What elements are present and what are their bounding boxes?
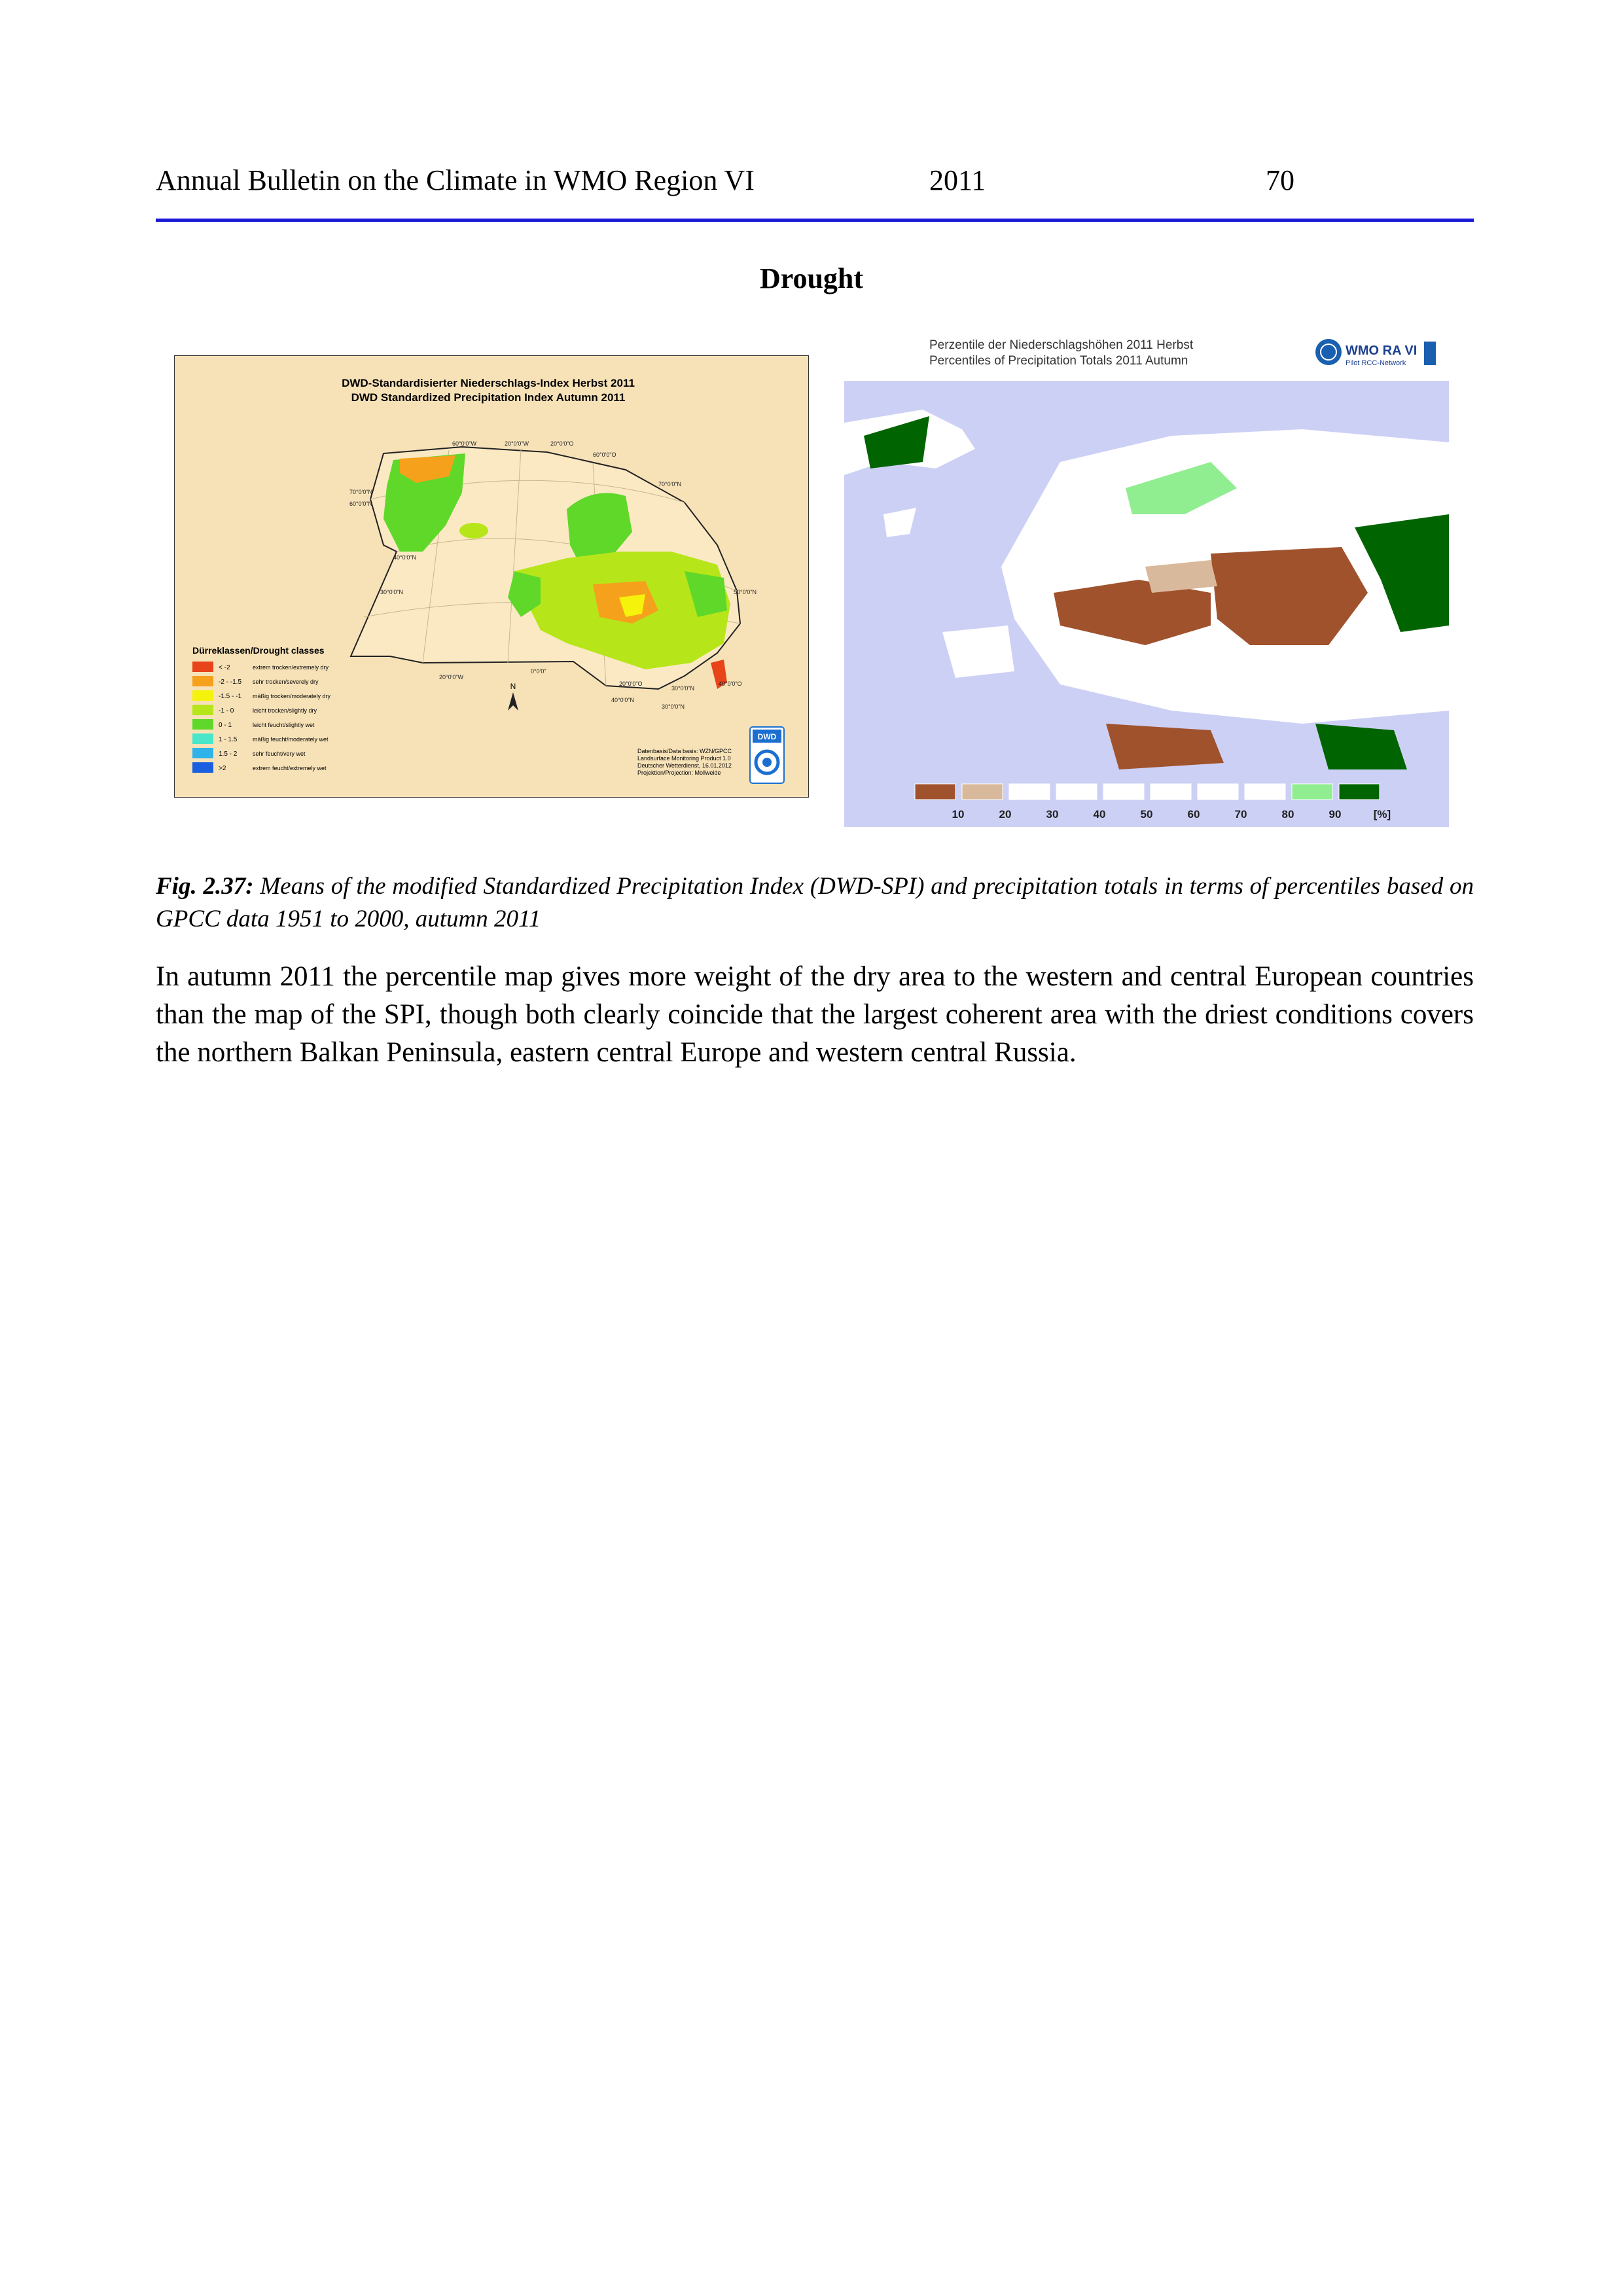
credit-line-0: Datenbasis/Data basis: WZN/GPCC	[637, 748, 732, 754]
page-number: 70	[1266, 164, 1294, 196]
legend-swatch-5	[192, 733, 213, 744]
legend-swatch-3	[192, 705, 213, 715]
bulletin-year: 2011	[929, 164, 986, 196]
grid-label-top-0: 60°0'0"W	[452, 440, 477, 447]
spi-map-figure	[174, 355, 809, 798]
body-paragraph: In autumn 2011 the percentile map gives more weight of the dry area to the western and central European countries than the map of the SPI, though both clearly coincide that the largest coherent area with the driest conditions covers the northern Balkan Peninsula, eastern central Europe and western central Russia.	[156, 961, 1474, 1068]
caption-text: Means of the modified Standardized Precipitation Index (DWD-SPI) and precipitation totals in terms of percentiles based on GPCC data 1951 to 2000, autumn 2011	[156, 873, 1474, 932]
scale-label-5: 60	[1187, 808, 1200, 821]
scale-label-6: 70	[1234, 808, 1247, 821]
scale-box-0	[915, 784, 955, 800]
grid-label-right-3: 30°0'0"N	[662, 703, 685, 710]
scale-label-2: 30	[1046, 808, 1059, 821]
grid-label-bottom-0: 20°0'0"W	[439, 674, 464, 680]
section-title: Drought	[759, 262, 864, 294]
wmo-logo-text: WMO RA VI	[1346, 344, 1418, 358]
legend-swatch-1	[192, 676, 213, 686]
legend-title: Dürreklassen/Drought classes	[192, 645, 325, 656]
legend-swatch-2	[192, 690, 213, 701]
legend-label-7: extrem feucht/extremely wet	[253, 765, 327, 771]
credit-line-1: Landsurface Monitoring Product 1.0	[637, 755, 731, 762]
scale-label-7: 80	[1281, 808, 1294, 821]
scale-box-7	[1245, 784, 1285, 800]
legend-range-7: >2	[219, 765, 226, 772]
legend-swatch-4	[192, 719, 213, 730]
grid-label-top-1: 20°0'0"W	[505, 440, 529, 447]
figure-caption	[156, 870, 1474, 936]
legend-label-4: leicht feucht/slightly wet	[253, 722, 315, 728]
credit-line-3: Projektion/Projection: Mollweide	[637, 769, 721, 776]
dwd-logo	[750, 727, 784, 783]
scale-box-5	[1150, 784, 1191, 800]
dwd-logo-text: DWD	[757, 732, 777, 741]
legend-range-0: < -2	[219, 664, 230, 671]
wmo-logo-sub: Pilot RCC-Network	[1346, 359, 1406, 367]
legend-range-5: 1 - 1.5	[219, 736, 238, 743]
legend-label-0: extrem trocken/extremely dry	[253, 664, 329, 671]
scale-box-4	[1103, 784, 1144, 800]
scale-box-3	[1056, 784, 1097, 800]
grid-label-bottom-1: 0°0'0"	[531, 668, 546, 675]
legend-label-2: mäßig trocken/moderately dry	[253, 693, 331, 699]
grid-label-left-2: 40°0'0"N	[393, 554, 417, 561]
legend-swatch-0	[192, 662, 213, 672]
legend-label-3: leicht trocken/slightly dry	[253, 707, 317, 714]
scale-label-0: 10	[952, 808, 965, 821]
north-label: N	[510, 682, 516, 691]
legend-range-2: -1.5 - -1	[219, 693, 242, 700]
legend-label-5: mäßig feucht/moderately wet	[253, 736, 329, 743]
legend-swatch-7	[192, 762, 213, 773]
legend-swatch-6	[192, 748, 213, 758]
legend-range-4: 0 - 1	[219, 722, 232, 729]
scale-label-4: 50	[1140, 808, 1153, 821]
legend-label-6: sehr feucht/very wet	[253, 751, 306, 757]
caption-label: Fig. 2.37:	[156, 873, 254, 900]
grid-label-bottom-3: 30°0'0"N	[671, 685, 695, 692]
scale-label-8: 90	[1329, 808, 1342, 821]
scale-box-1	[962, 784, 1003, 800]
grid-label-right-2: 40°0'0"N	[611, 697, 635, 703]
grid-label-right-1: 50°0'0"N	[734, 589, 757, 595]
header-rule	[156, 219, 1474, 222]
iceland-area	[459, 523, 488, 539]
legend-range-6: 1.5 - 2	[219, 751, 238, 758]
grid-label-top-3: 60°0'0"O	[593, 451, 616, 458]
grid-label-bottom-2: 20°0'0"O	[619, 680, 643, 687]
scale-box-8	[1292, 784, 1332, 800]
grid-label-right-0: 70°0'0"N	[658, 481, 682, 487]
scale-label-9: [%]	[1373, 808, 1391, 821]
legend-label-1: sehr trocken/severely dry	[253, 679, 319, 685]
legend-range-1: -2 - -1.5	[219, 679, 242, 686]
legend-range-3: -1 - 0	[219, 707, 234, 715]
percentile-map-figure	[844, 318, 1449, 827]
grid-label-left-1: 60°0'0"N	[349, 501, 373, 507]
bulletin-title: Annual Bulletin on the Climate in WMO Region VI	[156, 164, 755, 196]
grid-label-top-2: 20°0'0"O	[550, 440, 574, 447]
percentile-title-en: Percentiles of Precipitation Totals 2011 Autumn	[929, 354, 1188, 368]
grid-label-left-0: 70°0'0"N	[349, 489, 373, 495]
credit-line-2: Deutscher Wetterdienst, 16.01.2012	[637, 762, 732, 769]
grid-label-bottom-4: 40°0'0"O	[719, 680, 742, 687]
north-africa-dry-area	[1106, 724, 1224, 769]
southeast-wet-area	[1315, 724, 1407, 769]
percentile-title-de: Perzentile der Niederschlagshöhen 2011 Herbst	[929, 338, 1194, 352]
scale-box-9	[1339, 784, 1380, 800]
spi-title-de: DWD-Standardisierter Niederschlags-Index Herbst 2011	[342, 377, 635, 389]
scale-label-3: 40	[1093, 808, 1106, 821]
scale-box-2	[1009, 784, 1050, 800]
spi-title-en: DWD Standardized Precipitation Index Autumn 2011	[351, 391, 626, 404]
grid-label-left-3: 30°0'0"N	[380, 589, 404, 595]
scale-box-6	[1198, 784, 1238, 800]
scale-label-1: 20	[999, 808, 1012, 821]
